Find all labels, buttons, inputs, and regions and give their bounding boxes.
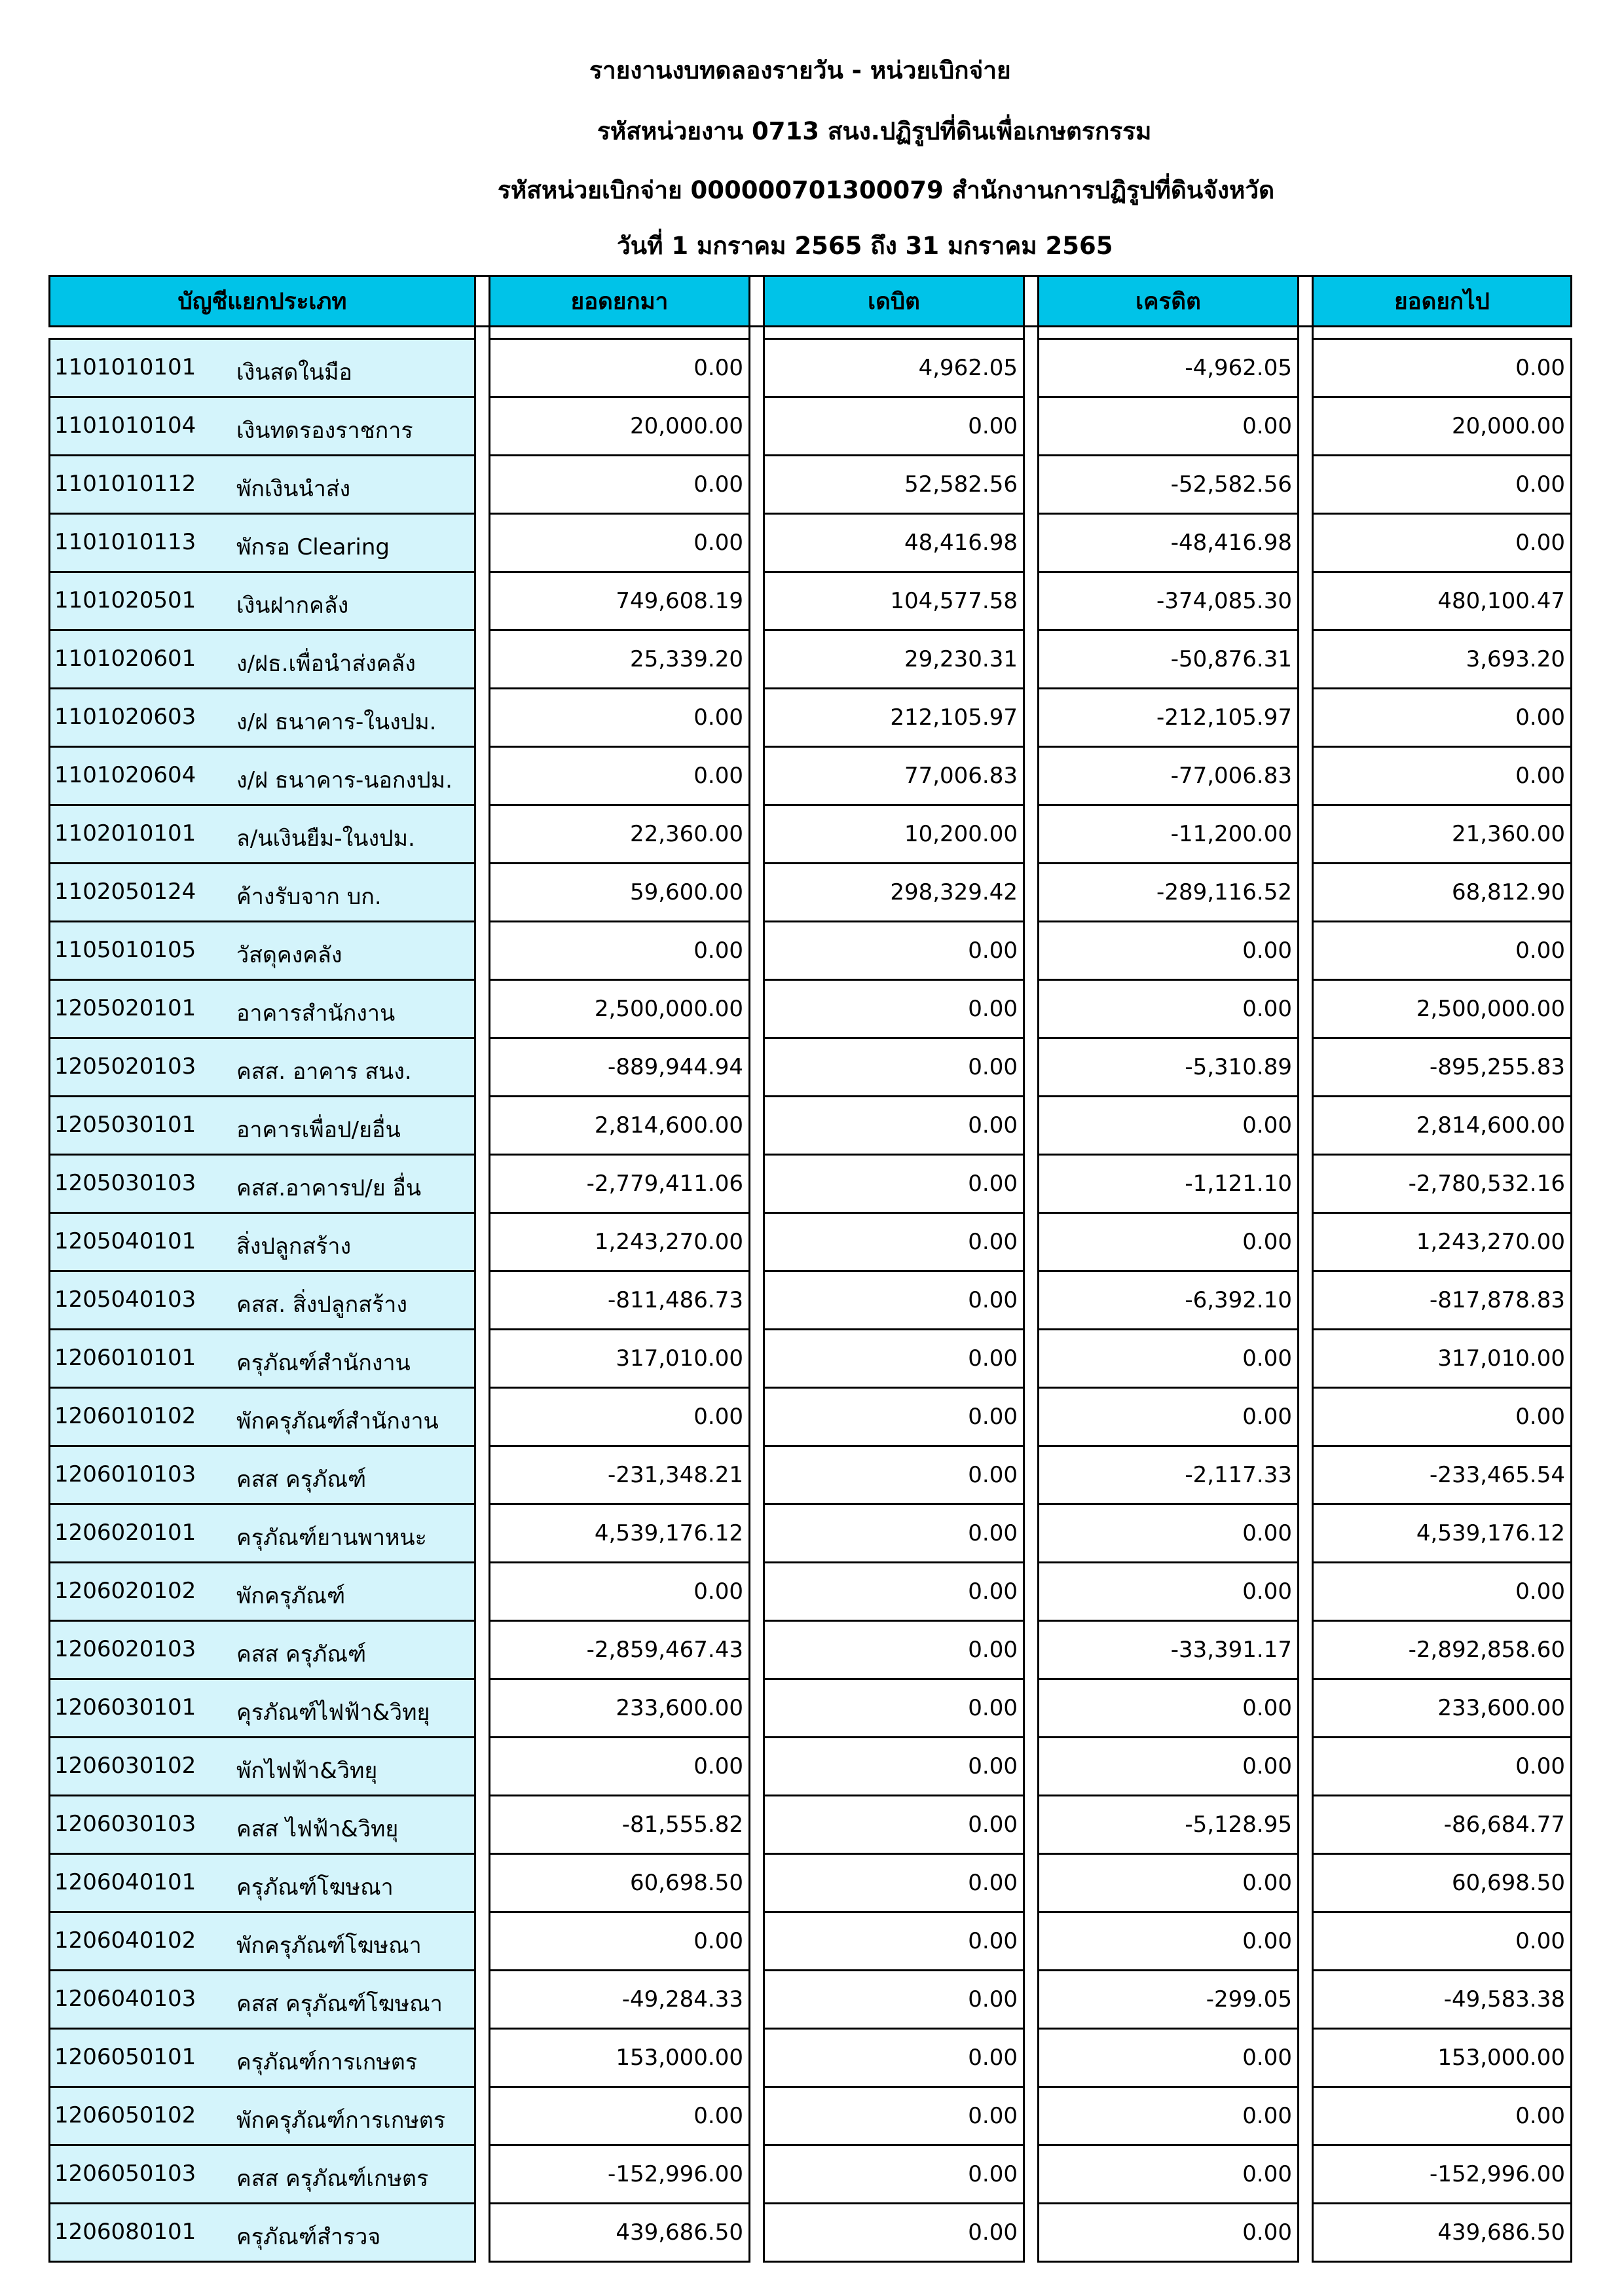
debit-cell: 298,329.42 (764, 864, 1024, 922)
debit-cell: 0.00 (764, 1854, 1024, 1912)
account-name: เงินสดในมือ (236, 359, 352, 386)
table-row (50, 2087, 1572, 2145)
carried-forward-cell: -233,465.54 (1313, 1446, 1572, 1504)
debit-cell: 0.00 (764, 1038, 1024, 1097)
account-name: ครุภัณฑ์การเกษตร (236, 2049, 418, 2075)
brought-forward-cell: -2,859,467.43 (490, 1621, 750, 1679)
brought-forward-cell: 0.00 (490, 514, 750, 572)
debit-cell: 0.00 (764, 1738, 1024, 1796)
carried-forward-cell: 0.00 (1313, 1563, 1572, 1621)
brought-forward-cell: 0.00 (490, 689, 750, 747)
account-cell (50, 864, 475, 922)
debit-cell: 0.00 (764, 922, 1024, 980)
account-code: 1101020604 (54, 762, 196, 788)
debit-cell: 212,105.97 (764, 689, 1024, 747)
carried-forward-cell: 21,360.00 (1313, 805, 1572, 864)
account-code: 1206050102 (54, 2102, 196, 2128)
table-row (50, 1097, 1572, 1155)
account-code: 1101020603 (54, 704, 196, 730)
account-code: 1101010101 (54, 354, 196, 380)
header-credit: เครดิต (1039, 276, 1299, 327)
brought-forward-cell: 4,539,176.12 (490, 1504, 750, 1563)
credit-cell: 0.00 (1039, 1388, 1299, 1446)
brought-forward-cell: 0.00 (490, 1563, 750, 1621)
account-name: ง/ฝ ธนาคาร-ในงปม. (236, 709, 437, 735)
account-code: 1205030101 (54, 1112, 196, 1138)
table-row (50, 922, 1572, 980)
brought-forward-cell: -811,486.73 (490, 1271, 750, 1330)
credit-cell: 0.00 (1039, 922, 1299, 980)
brought-forward-cell: 0.00 (490, 1912, 750, 1971)
account-code: 1101020601 (54, 646, 196, 672)
table-row (50, 689, 1572, 747)
brought-forward-cell: 0.00 (490, 2087, 750, 2145)
account-code: 1101010113 (54, 529, 196, 555)
debit-cell: 0.00 (764, 397, 1024, 456)
debit-cell: 0.00 (764, 1097, 1024, 1155)
debit-cell: 0.00 (764, 2204, 1024, 2262)
debit-cell: 77,006.83 (764, 747, 1024, 805)
account-code: 1206080101 (54, 2219, 196, 2245)
credit-cell: 0.00 (1039, 1738, 1299, 1796)
table-row (50, 1271, 1572, 1330)
account-code: 1206010101 (54, 1345, 196, 1371)
credit-cell: -212,105.97 (1039, 689, 1299, 747)
carried-forward-cell: 439,686.50 (1313, 2204, 1572, 2262)
carried-forward-cell: 153,000.00 (1313, 2029, 1572, 2087)
credit-cell: -5,310.89 (1039, 1038, 1299, 1097)
credit-cell: -77,006.83 (1039, 747, 1299, 805)
credit-cell: -11,200.00 (1039, 805, 1299, 864)
account-code: 1206050103 (54, 2160, 196, 2187)
brought-forward-cell: 0.00 (490, 747, 750, 805)
table-row (50, 747, 1572, 805)
account-name: คสส ครุภัณฑ์เกษตร (236, 2166, 429, 2192)
credit-cell: 0.00 (1039, 2029, 1299, 2087)
account-name: ครุภัณฑ์โฆษณา (236, 1874, 394, 1901)
credit-cell: 0.00 (1039, 980, 1299, 1038)
account-name: อาคารสำนักงาน (236, 1000, 396, 1027)
account-cell (50, 805, 475, 864)
credit-cell: -50,876.31 (1039, 630, 1299, 689)
table-row (50, 572, 1572, 630)
brought-forward-cell: 59,600.00 (490, 864, 750, 922)
account-cell (50, 572, 475, 630)
debit-cell: 0.00 (764, 980, 1024, 1038)
brought-forward-cell: 22,360.00 (490, 805, 750, 864)
carried-forward-cell: -152,996.00 (1313, 2145, 1572, 2204)
account-cell (50, 1971, 475, 2029)
table-row (50, 630, 1572, 689)
table-row (50, 456, 1572, 514)
trial-balance-table (48, 275, 1572, 2263)
account-code: 1205030103 (54, 1170, 196, 1196)
account-code: 1206020103 (54, 1636, 196, 1662)
account-name: ครุภัณฑ์สำรวจ (236, 2224, 381, 2250)
debit-cell: 0.00 (764, 1446, 1024, 1504)
brought-forward-cell: 0.00 (490, 1388, 750, 1446)
debit-cell: 0.00 (764, 1563, 1024, 1621)
carried-forward-cell: 0.00 (1313, 1912, 1572, 1971)
account-code: 1102010101 (54, 820, 196, 847)
table-row (50, 1388, 1572, 1446)
brought-forward-cell: 233,600.00 (490, 1679, 750, 1738)
debit-cell: 0.00 (764, 1679, 1024, 1738)
account-name: ครุภัณฑ์ยานพาหนะ (236, 1525, 427, 1551)
debit-cell: 0.00 (764, 1213, 1024, 1271)
agency-line: รหัสหน่วยงาน 0713 สนง.ปฏิรูปที่ดินเพื่อเกษตรกรรม (597, 117, 1152, 145)
brought-forward-cell: 20,000.00 (490, 397, 750, 456)
debit-cell: 0.00 (764, 1504, 1024, 1563)
table-row (50, 1738, 1572, 1796)
account-cell (50, 1271, 475, 1330)
account-cell (50, 630, 475, 689)
debit-cell: 48,416.98 (764, 514, 1024, 572)
table-row (50, 1213, 1572, 1271)
debit-cell: 0.00 (764, 1621, 1024, 1679)
carried-forward-cell: 233,600.00 (1313, 1679, 1572, 1738)
credit-cell: 0.00 (1039, 1213, 1299, 1271)
account-cell (50, 1563, 475, 1621)
credit-cell: 0.00 (1039, 397, 1299, 456)
account-cell (50, 456, 475, 514)
carried-forward-cell: 1,243,270.00 (1313, 1213, 1572, 1271)
table-row (50, 514, 1572, 572)
debit-cell: 10,200.00 (764, 805, 1024, 864)
account-cell (50, 1738, 475, 1796)
credit-cell: 0.00 (1039, 2145, 1299, 2204)
brought-forward-cell: 2,814,600.00 (490, 1097, 750, 1155)
account-cell (50, 747, 475, 805)
account-name: อาคารเพื่อป/ยอื่น (236, 1117, 401, 1143)
account-code: 1206040103 (54, 1986, 196, 2012)
table-row (50, 1155, 1572, 1213)
account-code: 1206010102 (54, 1403, 196, 1429)
brought-forward-cell: 749,608.19 (490, 572, 750, 630)
brought-forward-cell: -231,348.21 (490, 1446, 750, 1504)
credit-cell: 0.00 (1039, 1679, 1299, 1738)
brought-forward-cell: -2,779,411.06 (490, 1155, 750, 1213)
account-code: 1105010105 (54, 937, 196, 963)
table-row (50, 397, 1572, 456)
carried-forward-cell: 20,000.00 (1313, 397, 1572, 456)
credit-cell: 0.00 (1039, 1854, 1299, 1912)
account-code: 1206020102 (54, 1578, 196, 1604)
brought-forward-cell: -49,284.33 (490, 1971, 750, 2029)
table-row (50, 1504, 1572, 1563)
account-name: ค้างรับจาก บก. (236, 884, 382, 910)
brought-forward-cell: 153,000.00 (490, 2029, 750, 2087)
account-code: 1206030103 (54, 1811, 196, 1837)
table-body (50, 327, 1572, 2262)
account-code: 1101010104 (54, 412, 196, 439)
credit-cell: 0.00 (1039, 1097, 1299, 1155)
brought-forward-cell: 317,010.00 (490, 1330, 750, 1388)
carried-forward-cell: 0.00 (1313, 456, 1572, 514)
credit-cell: -374,085.30 (1039, 572, 1299, 630)
debit-cell: 52,582.56 (764, 456, 1024, 514)
carried-forward-cell: 0.00 (1313, 922, 1572, 980)
account-cell (50, 514, 475, 572)
account-cell (50, 1679, 475, 1738)
credit-cell: -33,391.17 (1039, 1621, 1299, 1679)
brought-forward-cell: -152,996.00 (490, 2145, 750, 2204)
account-name: ล/นเงินยืม-ในงปม. (236, 826, 415, 852)
carried-forward-cell: 3,693.20 (1313, 630, 1572, 689)
account-code: 1206020101 (54, 1520, 196, 1546)
credit-cell: 0.00 (1039, 1912, 1299, 1971)
table-row (50, 1912, 1572, 1971)
account-cell (50, 689, 475, 747)
table-row (50, 1854, 1572, 1912)
account-name: ง/ฝธ.เพื่อนำส่งคลัง (236, 651, 416, 677)
debit-cell: 0.00 (764, 1971, 1024, 2029)
table-row (50, 1621, 1572, 1679)
account-code: 1206040102 (54, 1927, 196, 1954)
account-cell (50, 1796, 475, 1854)
account-cell (50, 2204, 475, 2262)
credit-cell: -4,962.05 (1039, 339, 1299, 397)
table-row (50, 1971, 1572, 2029)
account-code: 1206030101 (54, 1694, 196, 1721)
carried-forward-cell: 68,812.90 (1313, 864, 1572, 922)
table-row (50, 1679, 1572, 1738)
header-brought-forward: ยอดยกมา (490, 276, 750, 327)
account-code: 1206040101 (54, 1869, 196, 1895)
table-row (50, 1446, 1572, 1504)
account-code: 1205020101 (54, 995, 196, 1021)
credit-cell: -1,121.10 (1039, 1155, 1299, 1213)
account-cell (50, 1213, 475, 1271)
carried-forward-cell: 0.00 (1313, 689, 1572, 747)
carried-forward-cell: 4,539,176.12 (1313, 1504, 1572, 1563)
brought-forward-cell: 25,339.20 (490, 630, 750, 689)
brought-forward-cell: 439,686.50 (490, 2204, 750, 2262)
brought-forward-cell: 60,698.50 (490, 1854, 750, 1912)
account-cell (50, 1912, 475, 1971)
carried-forward-cell: 2,500,000.00 (1313, 980, 1572, 1038)
carried-forward-cell: -817,878.83 (1313, 1271, 1572, 1330)
debit-cell: 0.00 (764, 1330, 1024, 1388)
table-row (50, 2145, 1572, 2204)
account-code: 1206030102 (54, 1753, 196, 1779)
account-name: คุรภัณฑ์ไฟฟ้า&วิทยุ (236, 1700, 430, 1726)
credit-cell: 0.00 (1039, 1563, 1299, 1621)
carried-forward-cell: 0.00 (1313, 514, 1572, 572)
account-cell (50, 1330, 475, 1388)
brought-forward-cell: 1,243,270.00 (490, 1213, 750, 1271)
account-code: 1205020103 (54, 1053, 196, 1080)
debit-cell: 4,962.05 (764, 339, 1024, 397)
account-name: พักครุภัณฑ์ (236, 1583, 346, 1609)
carried-forward-cell: 2,814,600.00 (1313, 1097, 1572, 1155)
account-name: สิ่งปลูกสร้าง (236, 1233, 352, 1260)
account-name: พักรอ Clearing (236, 534, 390, 560)
credit-cell: -299.05 (1039, 1971, 1299, 2029)
account-name: ครุภัณฑ์สำนักงาน (236, 1350, 411, 1376)
carried-forward-cell: 0.00 (1313, 1388, 1572, 1446)
account-name: คสส.อาคารป/ย อื่น (236, 1175, 422, 1201)
account-name: คสส ครุภัณฑ์ (236, 1467, 367, 1493)
account-cell (50, 2087, 475, 2145)
debit-cell: 29,230.31 (764, 630, 1024, 689)
account-cell (50, 1388, 475, 1446)
carried-forward-cell: -49,583.38 (1313, 1971, 1572, 2029)
account-name: คสส ครุภัณฑ์โฆษณา (236, 1991, 443, 2017)
disbursement-unit-line: รหัสหน่วยเบิกจ่าย 000000701300079 สำนักงานการปฏิรูปที่ดินจังหวัด (498, 176, 1275, 204)
account-code: 1102050124 (54, 879, 196, 905)
table-row (50, 2204, 1572, 2262)
account-cell (50, 1621, 475, 1679)
account-name: พักไฟฟ้า&วิทยุ (236, 1758, 378, 1784)
header-account: บัญชีแยกประเภท (50, 276, 475, 327)
table-header-row (50, 276, 1572, 327)
account-cell (50, 1097, 475, 1155)
debit-cell: 0.00 (764, 1155, 1024, 1213)
carried-forward-cell: 0.00 (1313, 2087, 1572, 2145)
debit-cell: 0.00 (764, 1912, 1024, 1971)
table-row (50, 1330, 1572, 1388)
account-cell (50, 397, 475, 456)
carried-forward-cell: 317,010.00 (1313, 1330, 1572, 1388)
account-code: 1206010103 (54, 1461, 196, 1487)
account-cell (50, 1155, 475, 1213)
carried-forward-cell: -86,684.77 (1313, 1796, 1572, 1854)
carried-forward-cell: 0.00 (1313, 1738, 1572, 1796)
account-cell (50, 980, 475, 1038)
brought-forward-cell: 0.00 (490, 456, 750, 514)
report-title: รายงานงบทดลองรายวัน - หน่วยเบิกจ่าย (589, 56, 1011, 84)
carried-forward-cell: 60,698.50 (1313, 1854, 1572, 1912)
credit-cell: 0.00 (1039, 1504, 1299, 1563)
credit-cell: -5,128.95 (1039, 1796, 1299, 1854)
account-name: พักเงินนำส่ง (236, 476, 351, 502)
brought-forward-cell: 2,500,000.00 (490, 980, 750, 1038)
credit-cell: 0.00 (1039, 2087, 1299, 2145)
credit-cell: 0.00 (1039, 2204, 1299, 2262)
carried-forward-cell: -2,892,858.60 (1313, 1621, 1572, 1679)
account-name: วัสดุคงคลัง (236, 942, 342, 968)
debit-cell: 0.00 (764, 1388, 1024, 1446)
credit-cell: -289,116.52 (1039, 864, 1299, 922)
brought-forward-cell: -81,555.82 (490, 1796, 750, 1854)
account-name: พักครุภัณฑ์โฆษณา (236, 1933, 422, 1959)
credit-cell: -6,392.10 (1039, 1271, 1299, 1330)
account-cell (50, 339, 475, 397)
debit-cell: 0.00 (764, 2029, 1024, 2087)
debit-cell: 0.00 (764, 2145, 1024, 2204)
brought-forward-cell: 0.00 (490, 922, 750, 980)
carried-forward-cell: -2,780,532.16 (1313, 1155, 1572, 1213)
account-name: คสส ครุภัณฑ์ (236, 1641, 367, 1667)
table-row (50, 1038, 1572, 1097)
account-cell (50, 1446, 475, 1504)
header-carried-forward: ยอดยกไป (1313, 276, 1572, 327)
account-cell (50, 922, 475, 980)
table-row (50, 864, 1572, 922)
credit-cell: 0.00 (1039, 1330, 1299, 1388)
credit-cell: -48,416.98 (1039, 514, 1299, 572)
brought-forward-cell: 0.00 (490, 339, 750, 397)
account-cell (50, 1038, 475, 1097)
table-row (50, 1563, 1572, 1621)
table-row (50, 980, 1572, 1038)
account-name: เงินทดรองราชการ (236, 418, 413, 444)
account-code: 1206050101 (54, 2044, 196, 2070)
credit-cell: -2,117.33 (1039, 1446, 1299, 1504)
account-code: 1101010112 (54, 471, 196, 497)
credit-cell: -52,582.56 (1039, 456, 1299, 514)
account-cell (50, 1504, 475, 1563)
account-name: พักครุภัณฑ์การเกษตร (236, 2107, 446, 2134)
carried-forward-cell: -895,255.83 (1313, 1038, 1572, 1097)
account-name: เงินฝากคลัง (236, 592, 349, 619)
account-code: 1101020501 (54, 587, 196, 613)
debit-cell: 0.00 (764, 1271, 1024, 1330)
debit-cell: 0.00 (764, 1796, 1024, 1854)
table-row (50, 2029, 1572, 2087)
account-name: คสส. สิ่งปลูกสร้าง (236, 1292, 407, 1318)
account-code: 1205040101 (54, 1228, 196, 1254)
carried-forward-cell: 0.00 (1313, 339, 1572, 397)
date-range: วันที่ 1 มกราคม 2565 ถึง 31 มกราคม 2565 (617, 232, 1113, 260)
carried-forward-cell: 480,100.47 (1313, 572, 1572, 630)
account-cell (50, 1854, 475, 1912)
account-code: 1205040103 (54, 1286, 196, 1313)
carried-forward-cell: 0.00 (1313, 747, 1572, 805)
brought-forward-cell: 0.00 (490, 1738, 750, 1796)
table-row (50, 1796, 1572, 1854)
account-name: คสส. อาคาร สนง. (236, 1059, 412, 1085)
debit-cell: 104,577.58 (764, 572, 1024, 630)
account-name: คสส ไฟฟ้า&วิทยุ (236, 1816, 399, 1842)
account-cell (50, 2029, 475, 2087)
table-row (50, 805, 1572, 864)
account-cell (50, 2145, 475, 2204)
account-name: ง/ฝ ธนาคาร-นอกงปม. (236, 767, 452, 793)
account-name: พักครุภัณฑ์สำนักงาน (236, 1408, 439, 1434)
brought-forward-cell: -889,944.94 (490, 1038, 750, 1097)
table-row (50, 339, 1572, 397)
debit-cell: 0.00 (764, 2087, 1024, 2145)
header-debit: เดบิต (764, 276, 1024, 327)
